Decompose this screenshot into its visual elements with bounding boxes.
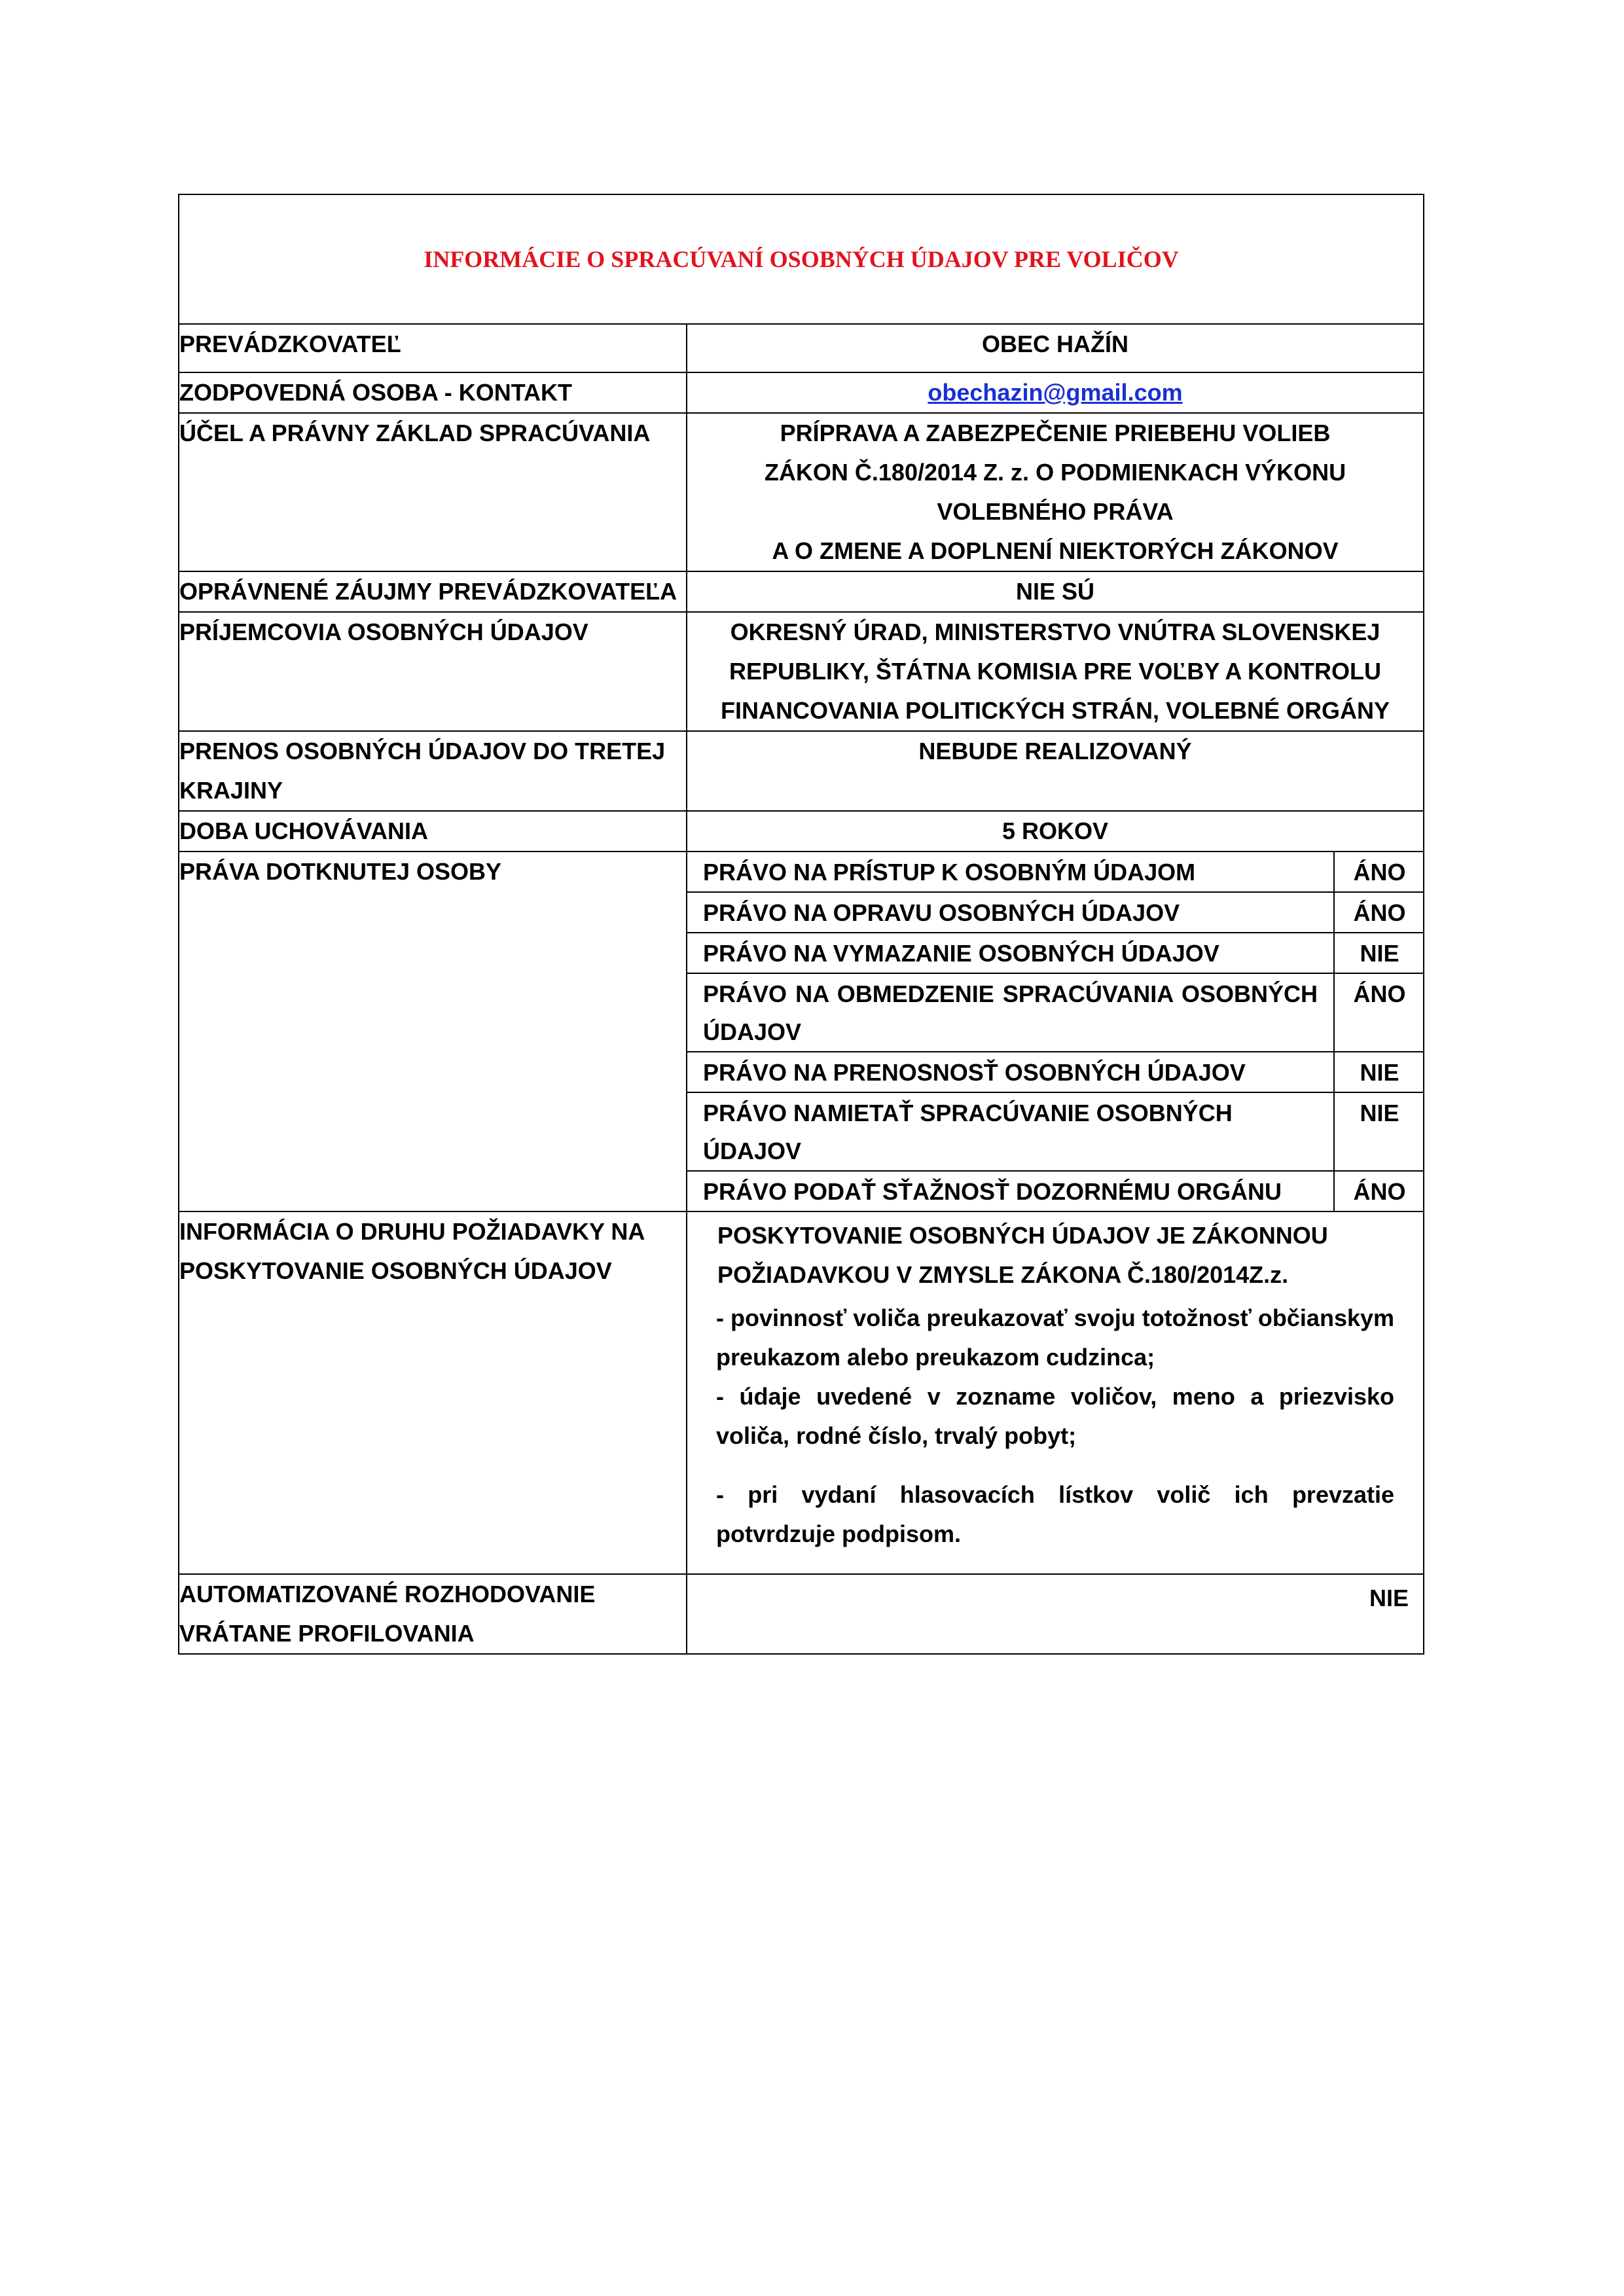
right-answer: ÁNO (1334, 852, 1424, 892)
right-row (687, 1171, 1424, 1211)
contact-row (179, 372, 1424, 413)
document-title: INFORMÁCIE O SPRACÚVANÍ OSOBNÝCH ÚDAJOV PRE VOLIČOV (179, 194, 1424, 324)
purpose-row (179, 413, 1424, 571)
right-answer: NIE (1334, 933, 1424, 973)
purpose-label: ÚČEL A PRÁVNY ZÁKLAD SPRACÚVANIA (179, 413, 687, 571)
requirement-bullet: - povinnosť voliča preukazovať svoju totožnosť občianskym preukazom alebo preukazom cudzinca; (716, 1304, 1395, 1371)
requirement-heading-line: POSKYTOVANIE OSOBNÝCH ÚDAJOV JE ZÁKONNOU (717, 1222, 1328, 1249)
title-row (179, 194, 1424, 324)
recipients-line: OKRESNÝ ÚRAD, MINISTERSTVO VNÚTRA SLOVENSKEJ (730, 619, 1380, 645)
right-text: PRÁVO NA OPRAVU OSOBNÝCH ÚDAJOV (687, 892, 1334, 933)
right-answer: ÁNO (1334, 1171, 1424, 1211)
right-row (687, 973, 1424, 1052)
transfer-row (179, 731, 1424, 811)
right-answer: NIE (1334, 1052, 1424, 1092)
recipients-line: REPUBLIKY, ŠTÁTNA KOMISIA PRE VOĽBY A KONTROLU (729, 658, 1382, 685)
retention-row (179, 811, 1424, 852)
interests-value: NIE SÚ (687, 571, 1424, 612)
rights-label: PRÁVA DOTKNUTEJ OSOBY (179, 852, 687, 1211)
right-text: PRÁVO NAMIETAŤ SPRACÚVANIE OSOBNÝCH ÚDAJOV (687, 1092, 1334, 1171)
requirement-bullet: - pri vydaní hlasovacích lístkov volič ich prevzatie potvrdzuje podpisom. (716, 1481, 1395, 1547)
transfer-value: NEBUDE REALIZOVANÝ (687, 731, 1424, 811)
purpose-line: VOLEBNÉHO PRÁVA (937, 498, 1174, 525)
purpose-line: A O ZMENE A DOPLNENÍ NIEKTORÝCH ZÁKONOV (772, 537, 1339, 564)
right-answer: ÁNO (1334, 973, 1424, 1052)
right-text: PRÁVO NA PRÍSTUP K OSOBNÝM ÚDAJOM (703, 859, 1196, 886)
purpose-line: ZÁKON Č.180/2014 Z. z. O PODMIENKACH VÝKONU (764, 459, 1346, 486)
purpose-value (687, 413, 1424, 571)
retention-label: DOBA UCHOVÁVANIA (179, 811, 687, 852)
right-text: PRÁVO NA PRENOSNOSŤ OSOBNÝCH ÚDAJOV (687, 1052, 1334, 1092)
requirement-value (687, 1211, 1424, 1574)
right-row (687, 892, 1424, 933)
rights-table (687, 852, 1424, 1211)
automated-label (179, 1574, 687, 1654)
operator-row (179, 324, 1424, 372)
gdpr-info-table (178, 194, 1424, 1655)
transfer-label (179, 731, 687, 811)
recipients-row (179, 612, 1424, 731)
right-row (687, 1052, 1424, 1092)
automated-value: NIE (687, 1574, 1424, 1654)
right-row (687, 852, 1424, 892)
right-text: PRÁVO NA VYMAZANIE OSOBNÝCH ÚDAJOV (687, 933, 1334, 973)
right-answer: ÁNO (1334, 892, 1424, 933)
recipients-value (687, 612, 1424, 731)
right-answer: NIE (1334, 1092, 1424, 1171)
requirement-heading-line: POŽIADAVKOU V ZMYSLE ZÁKONA Č.180/2014Z.z. (717, 1261, 1289, 1288)
right-row (687, 1092, 1424, 1171)
contact-email-link[interactable]: obechazin@gmail.com (928, 379, 1183, 406)
transfer-label-line: KRAJINY (179, 777, 283, 804)
interests-row (179, 571, 1424, 612)
purpose-line: PRÍPRAVA A ZABEZPEČENIE PRIEBEHU VOLIEB (780, 420, 1331, 446)
requirement-bullet: - údaje uvedené v zozname voličov, meno a priezvisko voliča, rodné číslo, trvalý pobyt; (716, 1383, 1395, 1449)
recipients-line: FINANCOVANIA POLITICKÝCH STRÁN, VOLEBNÉ ORGÁNY (720, 697, 1390, 724)
requirement-label (179, 1211, 687, 1574)
retention-value: 5 ROKOV (687, 811, 1424, 852)
recipients-label: PRÍJEMCOVIA OSOBNÝCH ÚDAJOV (179, 612, 687, 731)
operator-value: OBEC HAŽÍN (687, 324, 1424, 372)
requirement-row (179, 1211, 1424, 1574)
transfer-label-line: PRENOS OSOBNÝCH ÚDAJOV DO TRETEJ (179, 738, 666, 764)
rights-row (179, 852, 1424, 1211)
operator-label: PREVÁDZKOVATEĽ (179, 324, 687, 372)
requirement-label-line: POSKYTOVANIE OSOBNÝCH ÚDAJOV (179, 1257, 612, 1284)
right-text: PRÁVO NA OBMEDZENIE SPRACÚVANIA OSOBNÝCH ÚDAJOV (687, 973, 1334, 1052)
automated-label-line: VRÁTANE PROFILOVANIA (179, 1620, 475, 1647)
rights-table-cell (687, 852, 1424, 1211)
contact-label: ZODPOVEDNÁ OSOBA - KONTAKT (179, 372, 687, 413)
requirement-label-line: INFORMÁCIA O DRUHU POŽIADAVKY NA (179, 1218, 645, 1245)
interests-label: OPRÁVNENÉ ZÁUJMY PREVÁDZKOVATEĽA (179, 571, 687, 612)
right-text: PRÁVO PODAŤ SŤAŽNOSŤ DOZORNÉMU ORGÁNU (687, 1171, 1334, 1211)
automated-row (179, 1574, 1424, 1654)
right-row (687, 933, 1424, 973)
automated-label-line: AUTOMATIZOVANÉ ROZHODOVANIE (179, 1581, 596, 1607)
